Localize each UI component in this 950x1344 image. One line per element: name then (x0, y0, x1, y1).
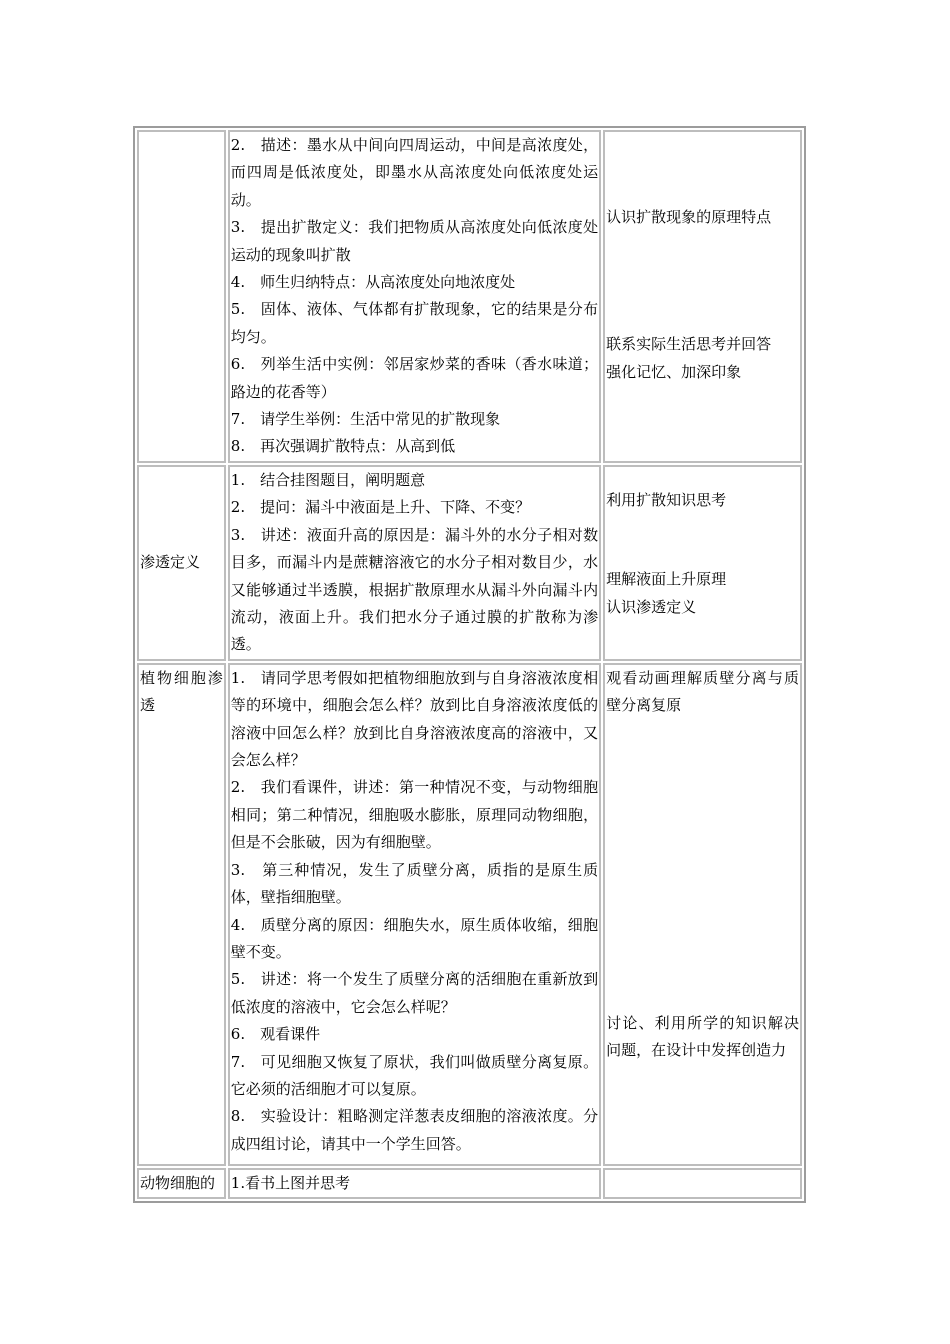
step-item: 6. 观看课件 (230, 1025, 321, 1044)
table-row (137, 465, 802, 661)
notes-cell (603, 130, 802, 463)
steps-cell (228, 465, 601, 661)
step-item: 8. 再次强调扩散特点：从高到低 (230, 437, 456, 456)
step-item: 3. 讲述：液面升高的原因是：漏斗外的水分子相对数目多，而漏斗内是蔗糖溶液它的水分子相对数目少，水又能够通过半透膜，根据扩散原理水从漏斗外向漏斗内流动，液面上升。我们把水分子通过膜的扩散称为渗透。 (230, 525, 599, 654)
notes-cell (603, 465, 802, 661)
step-item: 2. 描述：墨水从中间向四周运动，中间是高浓度处，而四周是低浓度处，即墨水从高浓度处向低浓度处运动。 (230, 136, 599, 209)
section-cell: 渗透定义 (137, 465, 226, 661)
section-cell: 动物细胞的 (137, 1168, 226, 1199)
step-item: 7. 可见细胞又恢复了原状，我们叫做质壁分离复原。它必须的活细胞才可以复原。 (230, 1052, 599, 1098)
step-item: 1. 结合挂图题目，阐明题意 (230, 471, 426, 489)
note-item: 认识渗透定义 (606, 597, 697, 616)
lesson-plan-table (133, 126, 806, 1203)
note-item: 强化记忆、加深印象 (606, 362, 742, 381)
note-item: 理解液面上升原理 (606, 570, 727, 589)
step-item: 1. 请同学思考假如把植物细胞放到与自身溶液浓度相等的环境中，细胞会怎么样？放到比自身溶液浓度低的溶液中回怎么样？放到比自身溶液浓度高的溶液中，又会怎么样？ (230, 668, 599, 770)
note-item: 联系实际生活思考并回答 (606, 335, 772, 354)
step-item: 7. 请学生举例：生活中常见的扩散现象 (230, 410, 501, 429)
step-item: 3. 第三种情况，发生了质壁分离，质指的是原生质体，壁指细胞壁。 (230, 860, 599, 907)
step-item: 3. 提出扩散定义：我们把物质从高浓度处向低浓度处运动的现象叫扩散 (230, 218, 599, 264)
step-item: 2. 提问：漏斗中液面是上升、下降、不变？ (230, 498, 531, 517)
step-item: 1.看书上图并思考 (230, 1173, 351, 1192)
section-cell: 植物细胞渗透 (137, 663, 226, 1166)
notes-cell (603, 663, 802, 1166)
step-item: 5. 讲述：将一个发生了质壁分离的活细胞在重新放到低浓度的溶液中，它会怎么样呢？ (230, 970, 599, 1016)
note-item: 认识扩散现象的原理特点 (606, 208, 772, 226)
steps-cell (228, 663, 601, 1166)
step-item: 5. 固体、液体、气体都有扩散现象，它的结果是分布均匀。 (230, 300, 599, 346)
table-row (137, 130, 802, 463)
step-item: 2. 我们看课件，讲述：第一种情况不变，与动物细胞相同；第二种情况，细胞吸水膨胀，原理同动物细胞，但是不会胀破，因为有细胞壁。 (230, 778, 599, 852)
section-cell (137, 130, 226, 463)
table-row (137, 1168, 802, 1199)
step-item: 4. 质壁分离的原因：细胞失水，原生质体收缩，细胞壁不变。 (230, 915, 599, 961)
step-item: 8. 实验设计：粗略测定洋葱表皮细胞的溶液浓度。分成四组讨论，请其中一个学生回答。 (230, 1107, 599, 1153)
notes-cell (603, 1168, 802, 1199)
note-item: 观看动画理解质壁分离与质壁分离复原 (606, 668, 799, 715)
step-item: 6. 列举生活中实例：邻居家炒菜的香味（香水味道；路边的花香等） (230, 355, 599, 401)
table-row (137, 663, 802, 1166)
steps-cell (228, 130, 601, 463)
note-item: 利用扩散知识思考 (606, 491, 727, 509)
steps-cell (228, 1168, 601, 1199)
note-item: 讨论、利用所学的知识解决问题，在设计中发挥创造力 (606, 1013, 799, 1060)
step-item: 4. 师生归纳特点：从高浓度处向地浓度处 (230, 273, 516, 292)
